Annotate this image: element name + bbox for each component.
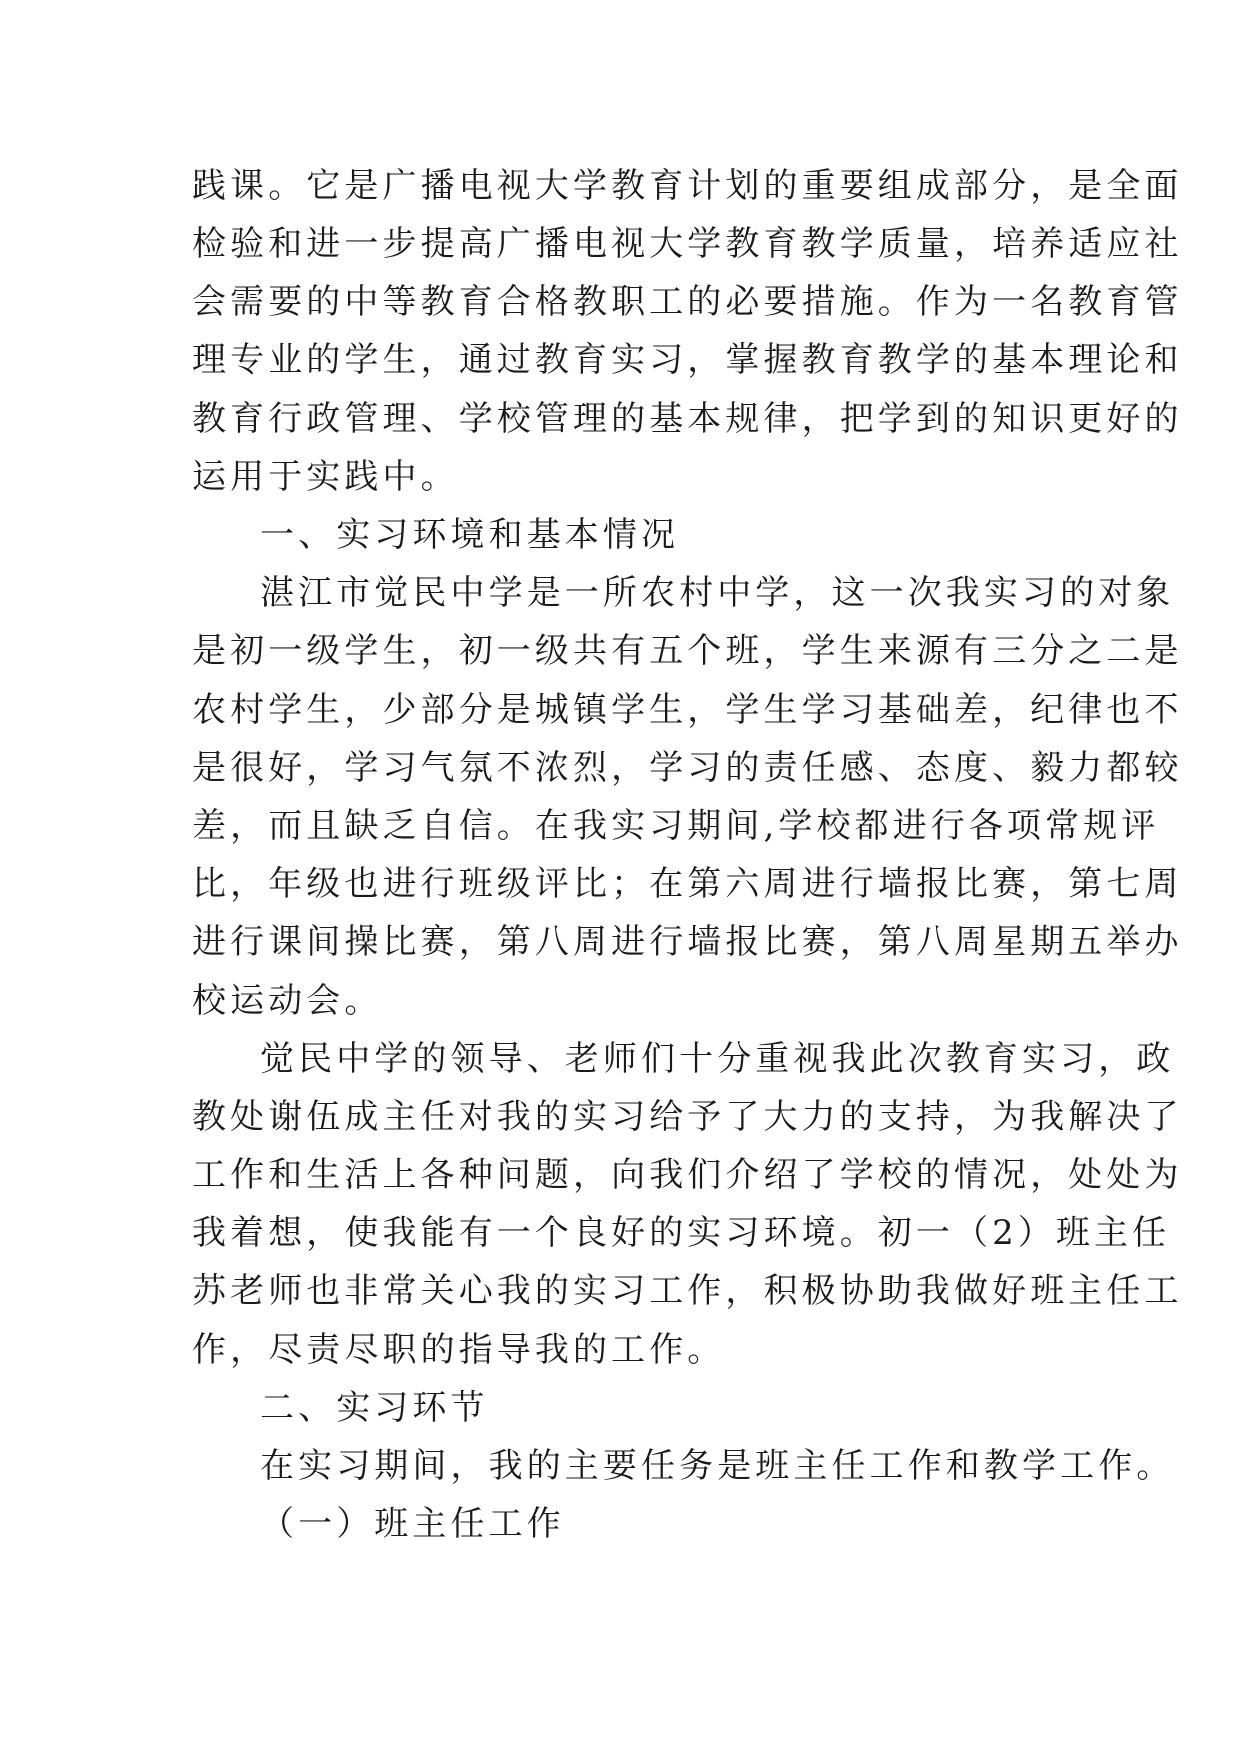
body-text-line: 会需要的中等教育合格教职工的必要措施。作为一名教育管 <box>192 282 1183 322</box>
body-text-line: 校运动会。 <box>192 981 383 1021</box>
paragraph-first-line: 在实习期间，我的主要任务是班主任工作和教学工作。 <box>260 1446 1175 1486</box>
body-text-line: 工作和生活上各种问题，向我们介绍了学校的情况，处处为 <box>192 1155 1183 1195</box>
body-text-line: 苏老师也非常关心我的实习工作，积极协助我做好班主任工 <box>192 1271 1183 1311</box>
body-text-line: 运用于实践中。 <box>192 457 459 497</box>
paragraph-first-line: 湛江市觉民中学是一所农村中学，这一次我实习的对象 <box>260 573 1175 613</box>
subsection-heading: （一）班主任工作 <box>260 1504 565 1544</box>
body-text-line: 农村学生，少部分是城镇学生，学生学习基础差，纪律也不 <box>192 690 1183 730</box>
body-text-line: 进行课间操比赛，第八周进行墙报比赛，第八周星期五举办 <box>192 922 1183 962</box>
body-text-line: 理专业的学生，通过教育实习，掌握教育教学的基本理论和 <box>192 340 1183 380</box>
body-text-line: 教育行政管理、学校管理的基本规律，把学到的知识更好的 <box>192 399 1183 439</box>
body-text-line: 差，而且缺乏自信。在我实习期间,学校都进行各项常规评 <box>192 806 1160 846</box>
body-text-line: 教处谢伍成主任对我的实习给予了大力的支持，为我解决了 <box>192 1097 1183 1137</box>
section-heading-2: 二、实习环节 <box>260 1388 489 1428</box>
body-text-line: 践课。它是广播电视大学教育计划的重要组成部分，是全面 <box>192 166 1183 206</box>
body-text-line: 是很好，学习气氛不浓烈，学习的责任感、态度、毅力都较 <box>192 748 1183 788</box>
body-text-line: 比，年级也进行班级评比；在第六周进行墙报比赛，第七周 <box>192 864 1183 904</box>
paragraph-first-line: 觉民中学的领导、老师们十分重视我此次教育实习，政 <box>260 1039 1175 1079</box>
body-text-line: 我着想，使我能有一个良好的实习环境。初一（2）班主任 <box>192 1213 1171 1253</box>
body-text-line: 作，尽责尽职的指导我的工作。 <box>192 1330 726 1370</box>
body-text-line: 检验和进一步提高广播电视大学教育教学质量，培养适应社 <box>192 224 1183 264</box>
body-text-line: 是初一级学生，初一级共有五个班，学生来源有三分之二是 <box>192 631 1183 671</box>
section-heading-1: 一、实习环境和基本情况 <box>260 515 680 555</box>
